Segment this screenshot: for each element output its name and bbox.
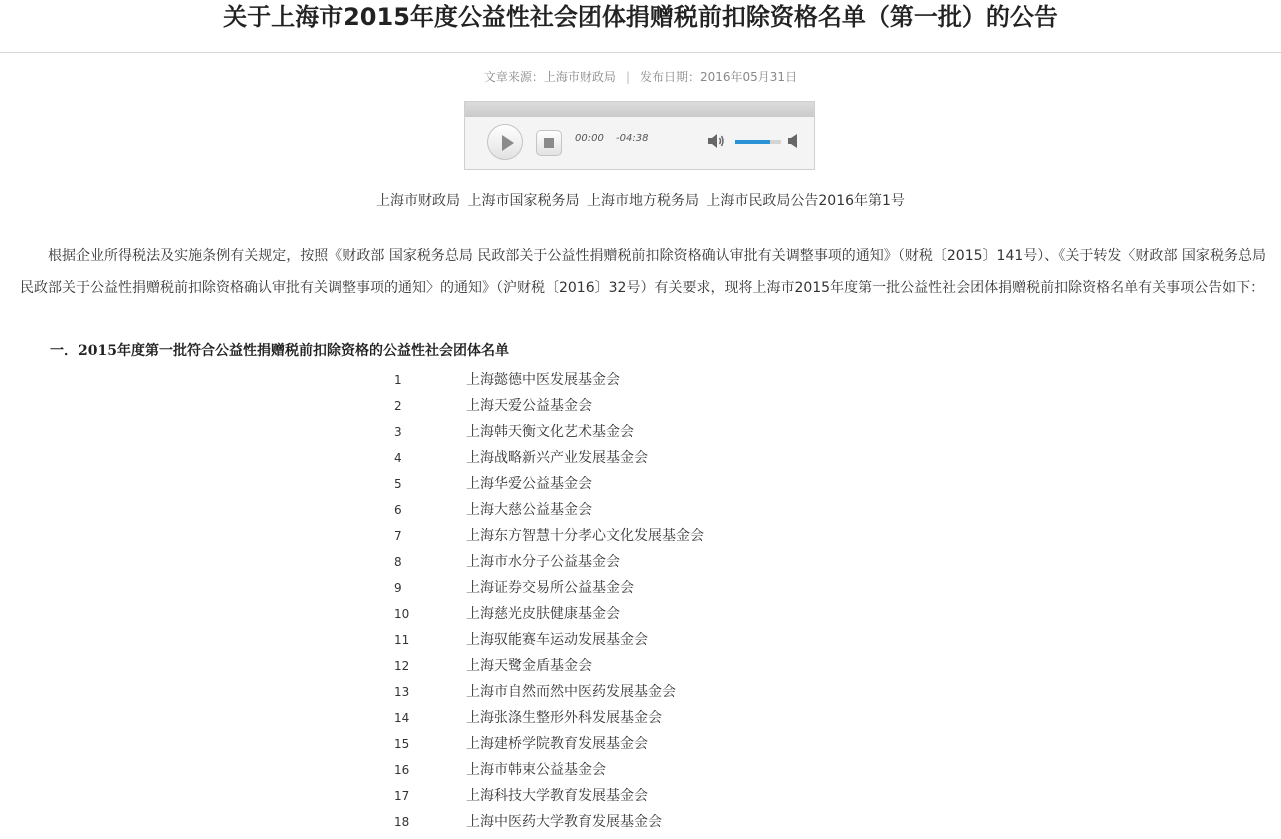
item-number: 3 <box>394 425 402 439</box>
organization-name: 上海懿德中医发展基金会 <box>466 372 620 388</box>
organization-name: 上海韩天衡文化艺术基金会 <box>466 424 634 440</box>
organization-name: 上海大慈公益基金会 <box>466 502 592 518</box>
item-number: 12 <box>394 659 410 673</box>
item-number: 8 <box>394 555 402 569</box>
section-heading: 一．2015年度第一批符合公益性捐赠税前扣除资格的公益性社会团体名单 <box>50 343 509 359</box>
list-item <box>0 783 1281 809</box>
item-number: 2 <box>394 399 402 413</box>
play-icon <box>502 135 514 151</box>
item-number: 7 <box>394 529 402 543</box>
list-item <box>0 367 1281 393</box>
publish-date: 发布日期：2016年05月31日 <box>639 70 798 84</box>
list-item <box>0 757 1281 783</box>
list-item <box>0 679 1281 705</box>
volume-mute-icon[interactable] <box>707 133 725 149</box>
item-number: 11 <box>394 633 410 647</box>
item-number: 4 <box>394 451 402 465</box>
list-item <box>0 523 1281 549</box>
organization-name: 上海市韩束公益基金会 <box>466 762 606 778</box>
item-number: 14 <box>394 711 410 725</box>
list-item <box>0 575 1281 601</box>
list-item <box>0 549 1281 575</box>
list-item <box>0 653 1281 679</box>
volume-level <box>735 140 770 144</box>
list-item <box>0 497 1281 523</box>
organization-name: 上海天鹭金盾基金会 <box>466 658 592 674</box>
organization-name: 上海慈光皮肤健康基金会 <box>466 606 620 622</box>
article-meta <box>0 66 1281 88</box>
player-top-bar <box>465 102 814 117</box>
organization-name: 上海东方智慧十分孝心文化发展基金会 <box>466 528 704 544</box>
item-number: 10 <box>394 607 410 621</box>
organization-name: 上海天爱公益基金会 <box>466 398 592 414</box>
item-number: 1 <box>394 373 402 387</box>
issuer-line: 上海市财政局 上海市国家税务局 上海市地方税务局 上海市民政局公告2016年第1号 <box>376 193 905 209</box>
remaining-time: -04:38 <box>616 133 649 144</box>
organization-name: 上海市自然而然中医药发展基金会 <box>466 684 676 700</box>
item-number: 13 <box>394 685 410 699</box>
audio-player <box>464 101 815 170</box>
organization-name: 上海驭能赛车运动发展基金会 <box>466 632 648 648</box>
item-number: 15 <box>394 737 410 751</box>
organization-name: 上海战略新兴产业发展基金会 <box>466 450 648 466</box>
volume-max-icon[interactable] <box>787 133 799 149</box>
list-item <box>0 809 1281 835</box>
body-paragraph: 根据企业所得税法及实施条例有关规定，按照《财政部 国家税务总局 民政部关于公益性捐赠税前扣除资格确认审批有关调整事项的通知》（财税〔2015〕141号）、《关于转发〈财政部 国家税务总局 民政部关于公益性捐赠税前扣除资格确认审批有关调整事项的通知〉的通知》（沪财税〔2016〕32号）有关要求，现将上海市2015年度第一批公益性社会团体捐赠税前扣除资格名单有关事项公告如下： <box>20 248 1266 296</box>
current-time: 00:00 <box>575 133 604 144</box>
organization-name: 上海张涤生整形外科发展基金会 <box>466 710 662 726</box>
list-item <box>0 731 1281 757</box>
list-item <box>0 445 1281 471</box>
organization-name: 上海证券交易所公益基金会 <box>466 580 634 596</box>
list-item <box>0 419 1281 445</box>
organization-list <box>0 367 1281 835</box>
organization-name: 上海市水分子公益基金会 <box>466 554 620 570</box>
list-item <box>0 627 1281 653</box>
organization-name: 上海中医药大学教育发展基金会 <box>466 814 662 830</box>
item-number: 6 <box>394 503 402 517</box>
list-item <box>0 601 1281 627</box>
organization-name: 上海华爱公益基金会 <box>466 476 592 492</box>
list-item <box>0 393 1281 419</box>
item-number: 16 <box>394 763 410 777</box>
item-number: 9 <box>394 581 402 595</box>
list-item <box>0 705 1281 731</box>
organization-name: 上海科技大学教育发展基金会 <box>466 788 648 804</box>
item-number: 18 <box>394 815 410 829</box>
play-button[interactable] <box>487 124 523 160</box>
page-title: 关于上海市2015年度公益性社会团体捐赠税前扣除资格名单（第一批）的公告 <box>223 3 1058 31</box>
article-source: 文章来源：上海市财政局 <box>483 70 616 84</box>
stop-button[interactable] <box>536 130 562 156</box>
stop-icon <box>544 138 554 148</box>
item-number: 17 <box>394 789 410 803</box>
meta-separator: | <box>625 70 630 84</box>
title-divider <box>0 52 1281 53</box>
item-number: 5 <box>394 477 402 491</box>
list-item <box>0 471 1281 497</box>
organization-name: 上海建桥学院教育发展基金会 <box>466 736 648 752</box>
volume-slider[interactable] <box>735 140 781 144</box>
